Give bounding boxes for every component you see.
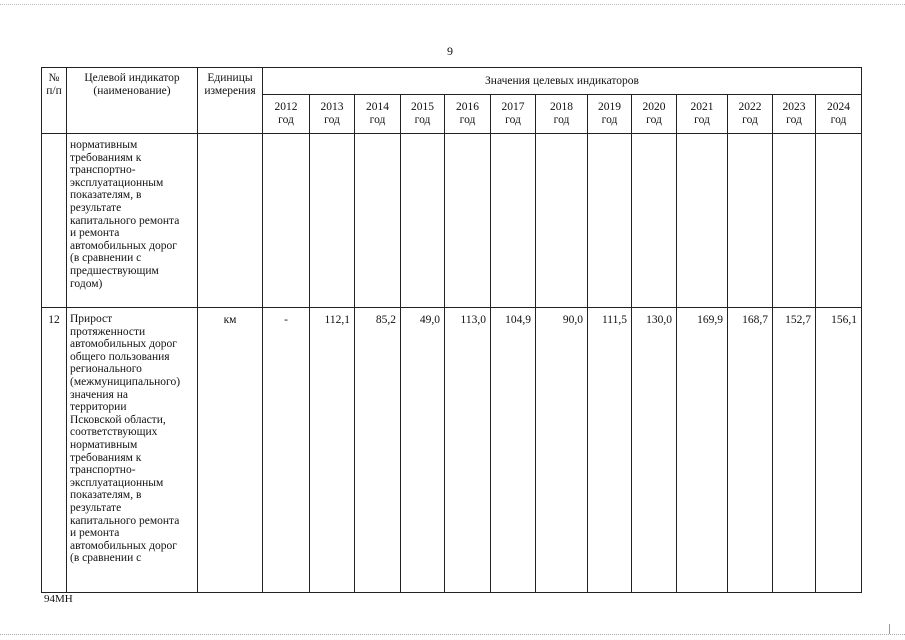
scan-mark	[889, 624, 890, 634]
header-row-1	[42, 68, 862, 95]
year-suffix: год	[369, 114, 386, 126]
scan-edge-top	[0, 4, 905, 5]
year-label: 2021	[690, 101, 714, 113]
value-2017: 104,9	[491, 308, 536, 593]
value-2016: 113,0	[445, 308, 491, 593]
header-unit-label: Единицы измерения	[204, 72, 256, 97]
value-cell	[263, 134, 310, 308]
year-label: 2013	[320, 101, 344, 113]
value-2019: 111,5	[588, 308, 632, 593]
year-label: 2020	[642, 101, 666, 113]
footer-doc-code: 94МН	[44, 593, 73, 605]
value-2021: 169,9	[677, 308, 728, 593]
value-cell	[773, 134, 816, 308]
year-label: 2015	[411, 101, 434, 113]
year-label: 2014	[366, 101, 389, 113]
value-2014: 85,2	[355, 308, 401, 593]
value-cell	[816, 134, 862, 308]
header-unit	[198, 68, 263, 134]
year-label: 2023	[782, 101, 806, 113]
value-2023: 152,7	[773, 308, 816, 593]
row-indicator-name: Прирост протяженности автомобильных дорог общего пользования регионального (межмуниципального) значения на территории Псковской области, соответствующих нормативным требованиям к транспортно- эксплуатационным показателям, в результате капитального ремонта и ремонта автомобильных дорог (в сравнении с	[67, 308, 198, 593]
header-name-label: Целевой индикатор (наименование)	[84, 72, 180, 97]
year-suffix: год	[601, 114, 618, 126]
year-label: 2022	[738, 101, 762, 113]
row-unit: км	[198, 308, 263, 593]
header-year-2024	[816, 95, 862, 134]
year-suffix: год	[786, 114, 802, 126]
year-suffix: год	[324, 114, 340, 126]
header-year-2015	[401, 95, 445, 134]
year-label: 2024	[827, 101, 850, 113]
year-label: 2019	[598, 101, 621, 113]
year-suffix: год	[742, 114, 758, 126]
value-2013: 112,1	[310, 308, 355, 593]
header-year-2019	[588, 95, 632, 134]
value-cell	[355, 134, 401, 308]
header-year-2013	[310, 95, 355, 134]
row-unit	[198, 134, 263, 308]
page-number: 9	[447, 44, 453, 58]
value-cell	[401, 134, 445, 308]
value-cell	[310, 134, 355, 308]
year-suffix: год	[459, 114, 476, 126]
value-cell	[677, 134, 728, 308]
value-cell	[728, 134, 773, 308]
header-year-2012	[263, 95, 310, 134]
value-2018: 90,0	[536, 308, 588, 593]
indicators-table	[41, 67, 862, 593]
year-suffix: год	[830, 114, 847, 126]
value-cell	[491, 134, 536, 308]
header-year-2017	[491, 95, 536, 134]
header-num	[42, 68, 67, 134]
table-row-continuation	[42, 134, 862, 308]
header-year-2022	[728, 95, 773, 134]
year-suffix: год	[646, 114, 662, 126]
value-2020: 130,0	[632, 308, 677, 593]
year-suffix: год	[414, 114, 431, 126]
value-cell	[588, 134, 632, 308]
row-num: 12	[42, 308, 67, 593]
header-year-2014	[355, 95, 401, 134]
year-suffix: год	[278, 114, 294, 126]
row-indicator-name: нормативным требованиям к транспортно- эксплуатационным показателям, в результате капитального ремонта и ремонта автомобильных дорог (в сравнении с предшествующим годом)	[67, 134, 198, 308]
value-2012: -	[263, 308, 310, 593]
year-suffix: год	[553, 114, 570, 126]
header-num-label: № п/п	[46, 72, 62, 97]
year-label: 2017	[501, 101, 525, 113]
header-values-group: Значения целевых индикаторов	[263, 68, 862, 95]
value-2022: 168,7	[728, 308, 773, 593]
header-year-2018	[536, 95, 588, 134]
year-label: 2012	[274, 101, 298, 113]
year-label: 2016	[456, 101, 479, 113]
header-year-2023	[773, 95, 816, 134]
row-num	[42, 134, 67, 308]
value-cell	[445, 134, 491, 308]
value-cell	[632, 134, 677, 308]
value-2015: 49,0	[401, 308, 445, 593]
value-2024: 156,1	[816, 308, 862, 593]
year-suffix: год	[505, 114, 521, 126]
header-year-2016	[445, 95, 491, 134]
value-cell	[536, 134, 588, 308]
year-label: 2018	[550, 101, 573, 113]
year-suffix: год	[694, 114, 710, 126]
scan-edge-bottom	[0, 634, 905, 635]
header-name	[67, 68, 198, 134]
header-year-2021	[677, 95, 728, 134]
header-year-2020	[632, 95, 677, 134]
table-row-12	[42, 308, 862, 593]
